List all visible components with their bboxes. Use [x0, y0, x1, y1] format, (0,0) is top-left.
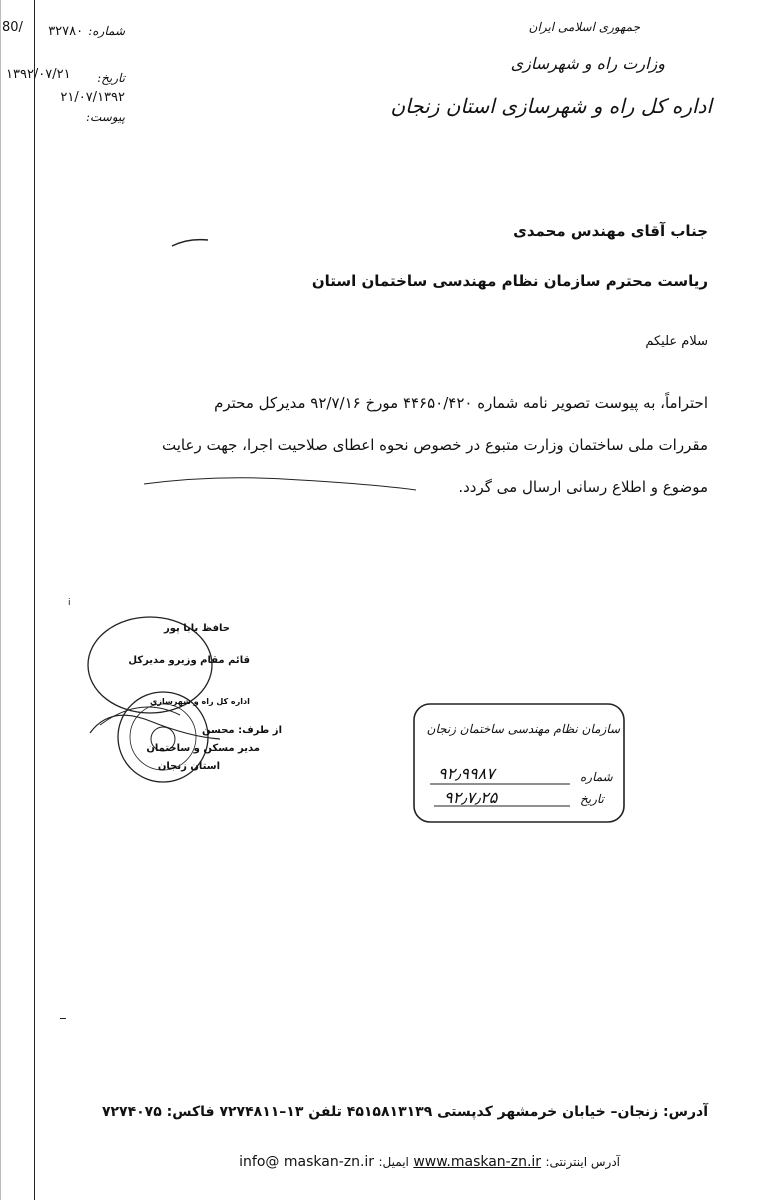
recipient-name: جناب آقای مهندس محمدی — [513, 222, 708, 240]
email-label: ایمیل: — [378, 1155, 409, 1169]
receipt-number: ۹۲٫۹۹۸۷ — [438, 764, 495, 783]
header-department: اداره کل راه و شهرسازی استان زنجان — [390, 94, 712, 118]
receipt-number-label: شماره — [580, 770, 613, 784]
receipt-stamp — [410, 700, 628, 826]
signer-behalf: از طرف: محسن — [202, 725, 282, 736]
edge-number: 80/ — [2, 20, 23, 35]
small-mark: i — [68, 598, 71, 608]
receipt-date: ۹۲٫۷٫۲۵ — [444, 788, 498, 807]
date-field — [40, 67, 125, 105]
dash-mark — [60, 1018, 66, 1019]
header-ministry: وزارت راه و شهرسازی — [510, 54, 665, 73]
body-line-1: احتراماً، به پیوست تصویر نامه شماره ۴۴۶۵۰/۴۲۰ مورخ ۹۲/۷/۱۶ مدیرکل محترم — [214, 394, 708, 412]
number-field — [40, 20, 125, 39]
body-line-2: مقررات ملی ساختمان وزارت متبوع در خصوص نحوه اعطای صلاحیت اجرا، جهت رعایت — [162, 436, 708, 454]
signer-province: استان زنجان — [157, 761, 220, 772]
signature-block — [70, 615, 290, 795]
handwritten-underline — [140, 470, 420, 500]
recipient-title: ریاست محترم سازمان نظام مهندسی ساختمان استان — [311, 272, 708, 290]
receipt-stamp-border — [410, 700, 628, 826]
scan-left-edge — [0, 0, 1, 1200]
date-value: ۲۱/۰۷/۱۳۹۲ — [60, 90, 125, 105]
email-link[interactable]: info@ maskan-zn.ir — [239, 1154, 375, 1170]
seal-text: اداره کل راه و شهرسازی — [150, 697, 250, 706]
date-label: تاریخ: — [97, 71, 125, 85]
scan-margin-line — [34, 0, 35, 1200]
signer-department: مدیر مسکن و ساختمان — [146, 743, 260, 754]
body-line-3: موضوع و اطلاع رسانی ارسال می گردد. — [458, 478, 708, 496]
attachment-label: پیوست: — [85, 110, 125, 124]
number-label: شماره: — [88, 24, 125, 38]
receipt-org: سازمان نظام مهندسی ساختمان زنجان — [426, 722, 620, 736]
footer-address: آدرس: زنجان– خیابان خرمشهر کدپستی ۴۵۱۵۸۱۳۱۳۹ تلفن ۱۳–۷۲۷۴۸۱۱ فاکس: ۷۲۷۴۰۷۵ — [101, 1104, 708, 1120]
pen-mark — [170, 236, 210, 248]
signer-role: قائم مقام وزیرو مدیرکل — [128, 655, 250, 666]
receipt-date-label: تاریخ — [580, 792, 604, 806]
greeting: سلام علیکم — [645, 334, 708, 349]
website-label: آدرس اینترنتی: — [545, 1155, 620, 1169]
number-value: ۳۲۷۸۰ — [48, 24, 84, 39]
website-link[interactable]: www.maskan-zn.ir — [413, 1154, 542, 1170]
footer-web-row — [150, 1154, 620, 1170]
header-republic: جمهوری اسلامی ایران — [528, 20, 640, 34]
signer-name: حافظ بابا پور — [164, 623, 230, 634]
edge-date: ۱۳۹۲/۰۷/۲۱ — [6, 67, 71, 82]
